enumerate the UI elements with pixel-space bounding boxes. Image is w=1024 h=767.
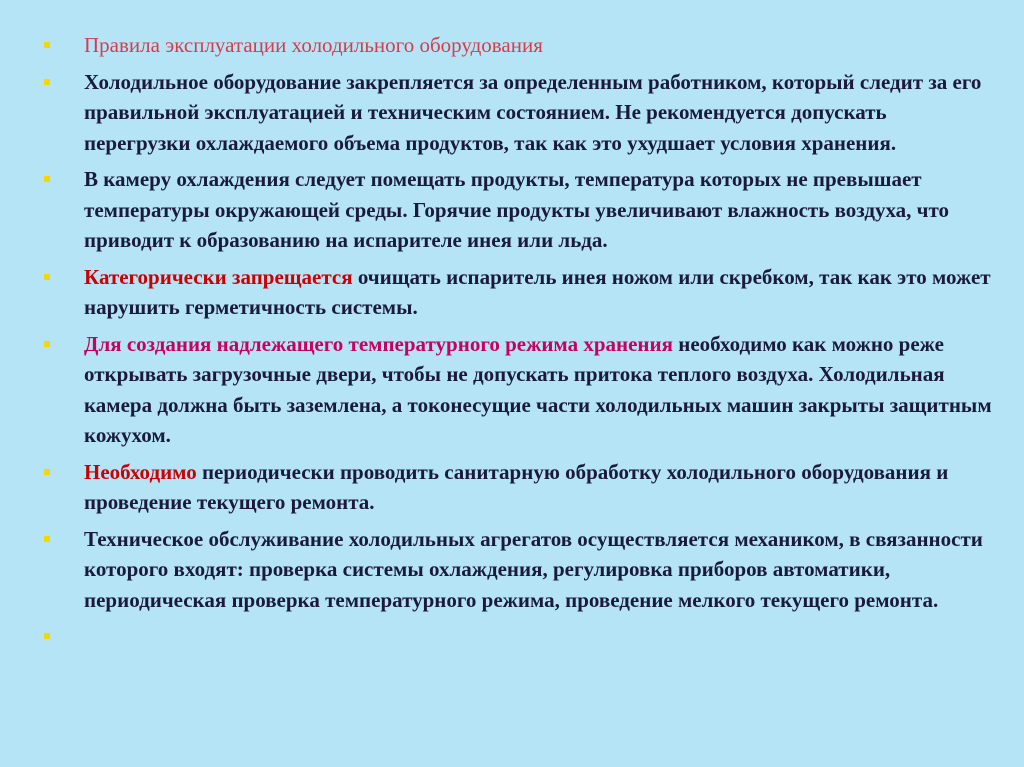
highlight-text: Категорически запрещается: [84, 264, 353, 289]
bullet-icon: [44, 274, 50, 280]
list-item-text: необходимо как можно реже открывать загрузочные двери, чтобы не допускать притока теплого воздуха. Холодильная камера должна быть заземлена, а токонесущие части холодильных машин закрыты защитным кожухом.: [84, 331, 992, 447]
list-item: [38, 524, 998, 616]
highlight-text: Для создания надлежащего температурного режима хранения: [84, 331, 673, 356]
bullet-icon: [44, 341, 50, 347]
list-item: [38, 457, 998, 518]
list-item-text: Холодильное оборудование закрепляется за определенным работником, который следит за его правильной эксплуатацией и техническим состоянием. Не рекомендуется допускать перегрузки охлаждаемого объема продуктов, так как это ухудшает условия хранения.: [84, 69, 982, 155]
bullet-icon: [44, 536, 50, 542]
list-item-text: периодически проводить санитарную обработку холодильного оборудования и проведение текущего ремонта.: [84, 459, 949, 514]
bullet-icon: [44, 42, 50, 48]
list-item-title: [38, 30, 998, 61]
list-item: [38, 67, 998, 159]
bullet-list: [38, 30, 998, 657]
list-item: [38, 262, 998, 323]
slide-title: Правила эксплуатации холодильного оборудования: [84, 33, 543, 57]
bullet-icon: [44, 79, 50, 85]
bullet-icon: [44, 633, 50, 639]
list-item: [38, 329, 998, 451]
list-item-text: В камеру охлаждения следует помещать продукты, температура которых не превышает температуры окружающей среды. Горячие продукты увеличивают влажность воздуха, что приводит к образованию на испарителе инея или льда.: [84, 167, 950, 252]
list-item-empty: [38, 621, 998, 651]
bullet-icon: [44, 469, 50, 475]
list-item-text: Техническое обслуживание холодильных агрегатов осуществляется механиком, в связанности которого входят: проверка системы охлаждения, регулировка приборов автоматики, периодическая проверка температурного режима, проведение мелкого текущего ремонта.: [84, 526, 983, 612]
bullet-icon: [44, 176, 50, 182]
list-item-text: очищать испаритель инея ножом или скребком, так как это может нарушить герметичность системы.: [84, 264, 991, 319]
list-item: [38, 164, 998, 256]
highlight-text: Необходимо: [84, 459, 197, 484]
